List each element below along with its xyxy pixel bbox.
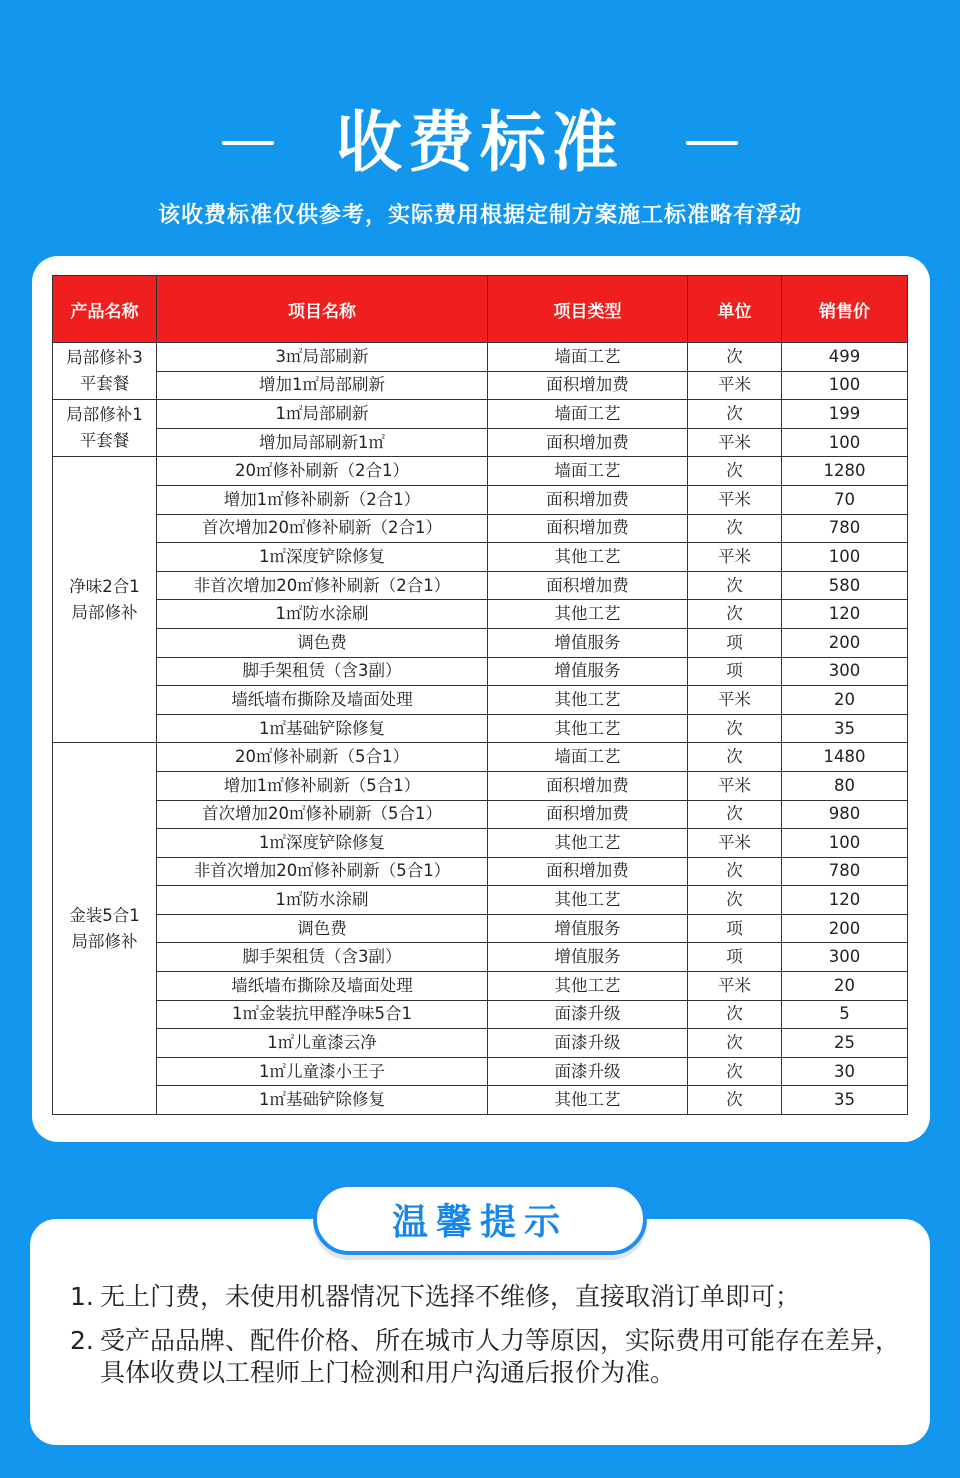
item-name-cell: 1㎡防水涂刷	[157, 600, 488, 629]
item-name-cell: 增加1㎡局部刷新	[157, 371, 488, 400]
unit-cell: 平米	[688, 771, 782, 800]
price-cell: 580	[782, 571, 908, 600]
unit-cell: 次	[688, 857, 782, 886]
table-row	[53, 857, 908, 886]
tip-number: 1.	[70, 1282, 94, 1311]
item-name-cell: 非首次增加20㎡修补刷新（2合1）	[157, 571, 488, 600]
item-name-cell: 增加1㎡修补刷新（5合1）	[157, 771, 488, 800]
tip-text: 无上门费，未使用机器情况下选择不维修，直接取消订单即可；	[100, 1282, 801, 1311]
item-type-cell: 面积增加费	[488, 571, 688, 600]
table-row	[53, 485, 908, 514]
unit-cell: 次	[688, 886, 782, 915]
item-type-cell: 面积增加费	[488, 800, 688, 829]
price-cell: 100	[782, 371, 908, 400]
table-row	[53, 371, 908, 400]
unit-cell: 项	[688, 943, 782, 972]
table-row	[53, 686, 908, 715]
product-name-line: 局部修补1	[66, 405, 143, 425]
item-name-cell: 1㎡基础铲除修复	[157, 1086, 488, 1115]
item-type-cell: 其他工艺	[488, 1086, 688, 1115]
item-name-cell: 首次增加20㎡修补刷新（2合1）	[157, 514, 488, 543]
item-type-cell: 面积增加费	[488, 771, 688, 800]
item-name-cell: 1㎡金装抗甲醛净味5合1	[157, 1000, 488, 1029]
unit-cell: 次	[688, 1029, 782, 1058]
price-cell: 25	[782, 1029, 908, 1058]
item-type-cell: 其他工艺	[488, 829, 688, 858]
unit-cell: 次	[688, 400, 782, 429]
price-cell: 80	[782, 771, 908, 800]
table-row	[53, 829, 908, 858]
item-name-cell: 1㎡深度铲除修复	[157, 829, 488, 858]
table-row	[53, 714, 908, 743]
table-row	[53, 657, 908, 686]
price-cell: 200	[782, 628, 908, 657]
product-name-line: 局部修补	[71, 602, 138, 622]
item-name-cell: 1㎡基础铲除修复	[157, 714, 488, 743]
item-name-cell: 脚手架租赁（含3副）	[157, 943, 488, 972]
table-row	[53, 514, 908, 543]
price-cell: 30	[782, 1057, 908, 1086]
price-cell: 70	[782, 485, 908, 514]
price-cell: 100	[782, 829, 908, 858]
price-cell: 100	[782, 428, 908, 457]
item-type-cell: 面漆升级	[488, 1029, 688, 1058]
item-type-cell: 墙面工艺	[488, 457, 688, 486]
header-unit: 单位	[688, 276, 782, 343]
unit-cell: 次	[688, 1000, 782, 1029]
product-name-line: 局部修补	[71, 931, 138, 951]
item-name-cell: 调色费	[157, 914, 488, 943]
item-name-cell: 首次增加20㎡修补刷新（5合1）	[157, 800, 488, 829]
unit-cell: 次	[688, 714, 782, 743]
unit-cell: 项	[688, 628, 782, 657]
price-cell: 35	[782, 714, 908, 743]
item-name-cell: 调色费	[157, 628, 488, 657]
item-type-cell: 其他工艺	[488, 972, 688, 1001]
table-row	[53, 1057, 908, 1086]
unit-cell: 次	[688, 457, 782, 486]
table-row	[53, 914, 908, 943]
fee-table	[52, 275, 908, 1115]
item-type-cell: 面积增加费	[488, 428, 688, 457]
item-type-cell: 墙面工艺	[488, 343, 688, 372]
tips-title: 温馨提示	[391, 1201, 568, 1243]
price-cell: 120	[782, 886, 908, 915]
unit-cell: 次	[688, 800, 782, 829]
item-type-cell: 面漆升级	[488, 1057, 688, 1086]
unit-cell: 平米	[688, 485, 782, 514]
item-name-cell: 脚手架租赁（含3副）	[157, 657, 488, 686]
unit-cell: 次	[688, 514, 782, 543]
price-cell: 200	[782, 914, 908, 943]
item-type-cell: 其他工艺	[488, 714, 688, 743]
table-row	[53, 428, 908, 457]
unit-cell: 平米	[688, 428, 782, 457]
table-row	[53, 743, 908, 772]
item-name-cell: 1㎡儿童漆小王子	[157, 1057, 488, 1086]
table-row	[53, 343, 908, 372]
product-name-line: 金装5合1	[69, 905, 140, 925]
table-row	[53, 943, 908, 972]
table-row	[53, 543, 908, 572]
price-cell: 300	[782, 657, 908, 686]
item-type-cell: 其他工艺	[488, 686, 688, 715]
table-row	[53, 771, 908, 800]
unit-cell: 次	[688, 343, 782, 372]
item-type-cell: 增值服务	[488, 943, 688, 972]
table-row	[53, 886, 908, 915]
price-cell: 780	[782, 857, 908, 886]
unit-cell: 平米	[688, 829, 782, 858]
item-name-cell: 1㎡防水涂刷	[157, 886, 488, 915]
item-name-cell: 墙纸墙布撕除及墙面处理	[157, 686, 488, 715]
header-item-name: 项目名称	[157, 276, 488, 343]
table-row	[53, 1029, 908, 1058]
title-dash-left	[222, 141, 274, 145]
table-row	[53, 400, 908, 429]
item-type-cell: 面漆升级	[488, 1000, 688, 1029]
item-name-cell: 增加局部刷新1㎡	[157, 428, 488, 457]
item-name-cell: 20㎡修补刷新（5合1）	[157, 743, 488, 772]
item-type-cell: 其他工艺	[488, 600, 688, 629]
price-cell: 20	[782, 972, 908, 1001]
table-row	[53, 972, 908, 1001]
item-name-cell: 1㎡儿童漆云净	[157, 1029, 488, 1058]
tip-item	[70, 1281, 910, 1313]
item-name-cell: 增加1㎡修补刷新（2合1）	[157, 485, 488, 514]
item-type-cell: 增值服务	[488, 914, 688, 943]
item-type-cell: 墙面工艺	[488, 743, 688, 772]
header	[0, 0, 960, 250]
item-name-cell: 1㎡局部刷新	[157, 400, 488, 429]
fee-table-body	[53, 343, 908, 1115]
unit-cell: 项	[688, 657, 782, 686]
unit-cell: 平米	[688, 972, 782, 1001]
product-name-cell	[53, 457, 157, 743]
header-product-name: 产品名称	[53, 276, 157, 343]
item-name-cell: 墙纸墙布撕除及墙面处理	[157, 972, 488, 1001]
price-cell: 499	[782, 343, 908, 372]
product-name-cell	[53, 743, 157, 1115]
unit-cell: 项	[688, 914, 782, 943]
fee-table-card	[32, 256, 930, 1142]
price-cell: 20	[782, 686, 908, 715]
title-dash-right	[686, 141, 738, 145]
unit-cell: 次	[688, 571, 782, 600]
item-type-cell: 面积增加费	[488, 514, 688, 543]
price-cell: 300	[782, 943, 908, 972]
unit-cell: 次	[688, 743, 782, 772]
product-name-line: 净味2合1	[69, 576, 140, 596]
table-row	[53, 1086, 908, 1115]
product-name-line: 局部修补3	[66, 348, 143, 368]
product-name-cell	[53, 343, 157, 400]
price-cell: 1480	[782, 743, 908, 772]
item-name-cell: 20㎡修补刷新（2合1）	[157, 457, 488, 486]
unit-cell: 次	[688, 1057, 782, 1086]
item-type-cell: 增值服务	[488, 657, 688, 686]
product-name-line: 平套餐	[79, 374, 130, 394]
page-title: 收费标准	[336, 104, 624, 181]
price-cell: 5	[782, 1000, 908, 1029]
price-cell: 1280	[782, 457, 908, 486]
page-subtitle: 该收费标准仅供参考，实际费用根据定制方案施工标准略有浮动	[157, 203, 802, 228]
header-price: 销售价	[782, 276, 908, 343]
unit-cell: 次	[688, 1086, 782, 1115]
price-cell: 780	[782, 514, 908, 543]
tip-number: 2.	[70, 1326, 94, 1355]
product-name-line: 平套餐	[79, 431, 130, 451]
item-type-cell: 面积增加费	[488, 485, 688, 514]
unit-cell: 平米	[688, 371, 782, 400]
item-name-cell: 非首次增加20㎡修补刷新（5合1）	[157, 857, 488, 886]
item-type-cell: 面积增加费	[488, 371, 688, 400]
table-row	[53, 457, 908, 486]
item-type-cell: 增值服务	[488, 628, 688, 657]
table-row	[53, 600, 908, 629]
tips-list	[70, 1281, 910, 1401]
table-row	[53, 800, 908, 829]
price-cell: 199	[782, 400, 908, 429]
table-row	[53, 571, 908, 600]
table-row	[53, 628, 908, 657]
item-type-cell: 面积增加费	[488, 857, 688, 886]
tips-badge	[313, 1183, 647, 1255]
item-name-cell: 1㎡深度铲除修复	[157, 543, 488, 572]
price-cell: 120	[782, 600, 908, 629]
price-cell: 35	[782, 1086, 908, 1115]
item-name-cell: 3㎡局部刷新	[157, 343, 488, 372]
item-type-cell: 其他工艺	[488, 886, 688, 915]
unit-cell: 平米	[688, 543, 782, 572]
price-cell: 100	[782, 543, 908, 572]
unit-cell: 平米	[688, 686, 782, 715]
table-header-row	[53, 276, 908, 343]
tip-text: 受产品品牌、配件价格、所在城市人力等原因，实际费用可能存在差异，具体收费以工程师上门检测和用户沟通后报价为准。	[100, 1326, 901, 1387]
price-cell: 980	[782, 800, 908, 829]
tip-item	[70, 1325, 910, 1389]
product-name-cell	[53, 400, 157, 457]
item-type-cell: 墙面工艺	[488, 400, 688, 429]
header-item-type: 项目类型	[488, 276, 688, 343]
table-row	[53, 1000, 908, 1029]
item-type-cell: 其他工艺	[488, 543, 688, 572]
title-row	[0, 100, 960, 186]
unit-cell: 次	[688, 600, 782, 629]
